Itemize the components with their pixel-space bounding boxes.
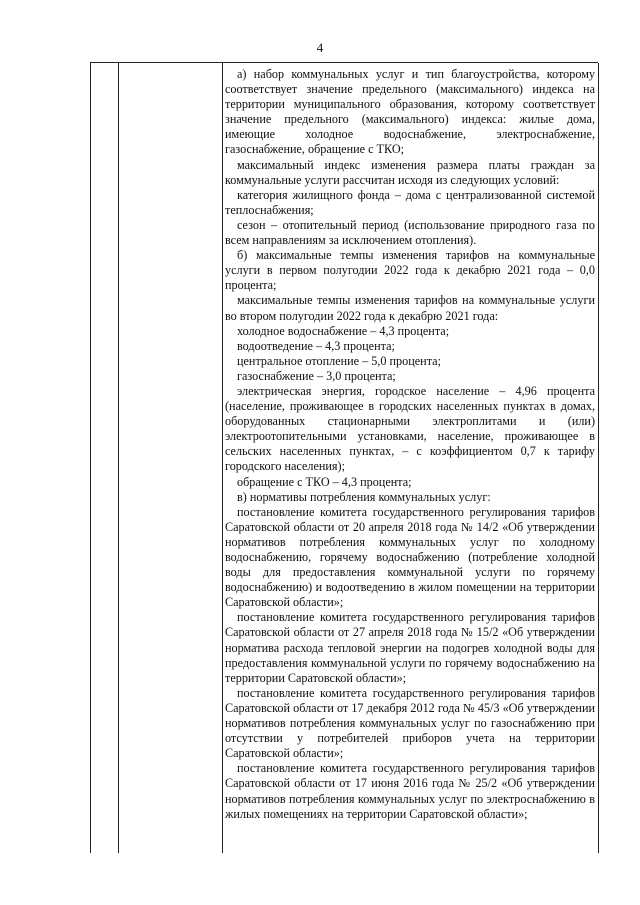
paragraph: а) набор коммунальных услуг и тип благоустройства, которому соответствует значение предельного (максимального) индекса на территории муниципального образования, которому соответствует значение предельного (максимального) индекса: жилые дома, имеющие холодное водоснабжение, электроснабжение, газоснабжение, обращение с ТКО; bbox=[225, 67, 595, 157]
document-table bbox=[90, 62, 598, 853]
paragraph: сезон – отопительный период (использование природного газа по всем направлениям за исключением отопления). bbox=[225, 217, 595, 248]
paragraph: обращение с ТКО – 4,3 процента; bbox=[237, 474, 412, 489]
paragraph: максимальные темпы изменения тарифов на коммунальные услуги во втором полугодии 2022 года к декабрю 2021 года: bbox=[225, 293, 595, 323]
table-column-content bbox=[223, 63, 599, 853]
paragraph: холодное водоснабжение – 4,3 процента; bbox=[237, 323, 450, 338]
table-cell-content bbox=[223, 63, 598, 822]
paragraph: максимальный индекс изменения размера платы граждан за коммунальные услуги рассчитан исходя из следующих условий: bbox=[225, 157, 595, 187]
paragraph: категория жилищного фонда – дома с централизованной системой теплоснабжения; bbox=[225, 187, 595, 217]
table-column-number bbox=[91, 63, 119, 853]
paragraph: газоснабжение – 3,0 процента; bbox=[237, 368, 396, 383]
paragraph: б) максимальные темпы изменения тарифов на коммунальные услуги в первом полугодии 2022 года к декабрю 2021 года – 0,0 процента; bbox=[225, 248, 595, 293]
table-column-name bbox=[119, 63, 223, 853]
paragraph: водоотведение – 4,3 процента; bbox=[237, 338, 395, 353]
page-number: 4 bbox=[316, 40, 324, 55]
paragraph: постановление комитета государственного регулирования тарифов Саратовской области от 17 декабря 2012 года № 45/3 «Об утверждении нормативов потребления коммунальных услуг по газоснабжению при отсутствии у потребителей приборов учета на территории Саратовской области»; bbox=[225, 685, 595, 761]
paragraph: постановление комитета государственного регулирования тарифов Саратовской области от 27 апреля 2018 года № 15/2 «Об утверждении норматива расхода тепловой энергии на подогрев холодной воды для предоставления коммунальной услуги по горячему водоснабжению на территории Саратовской области»; bbox=[225, 610, 595, 685]
paragraph: в) нормативы потребления коммунальных услуг: bbox=[237, 489, 491, 504]
paragraph: центральное отопление – 5,0 процента; bbox=[237, 353, 441, 368]
paragraph: электрическая энергия, городское население – 4,96 процента (население, проживающее в городских населенных пунктах в домах, оборудованных стационарными электроплитами и (или) электроотопительными установками, население, проживающее в сельских населенных пунктах, – с коэффициентом 0,7 к тарифу городского населения); bbox=[225, 383, 595, 474]
paragraph: постановление комитета государственного регулирования тарифов Саратовской области от 20 апреля 2018 года № 14/2 «Об утверждении нормативов потребления коммунальных услуг по холодному водоснабжению, горячему водоснабжению (потребление холодной воды для предоставления коммунальной услуги по горячему водоснабжению) и водоотведению в жилом помещении на территории Саратовской области»; bbox=[225, 504, 595, 610]
paragraph: постановление комитета государственного регулирования тарифов Саратовской области от 17 июня 2016 года № 25/2 «Об утверждении нормативов потребления коммунальных услуг по электроснабжению в жилых помещениях на территории Саратовской области»; bbox=[225, 761, 595, 821]
